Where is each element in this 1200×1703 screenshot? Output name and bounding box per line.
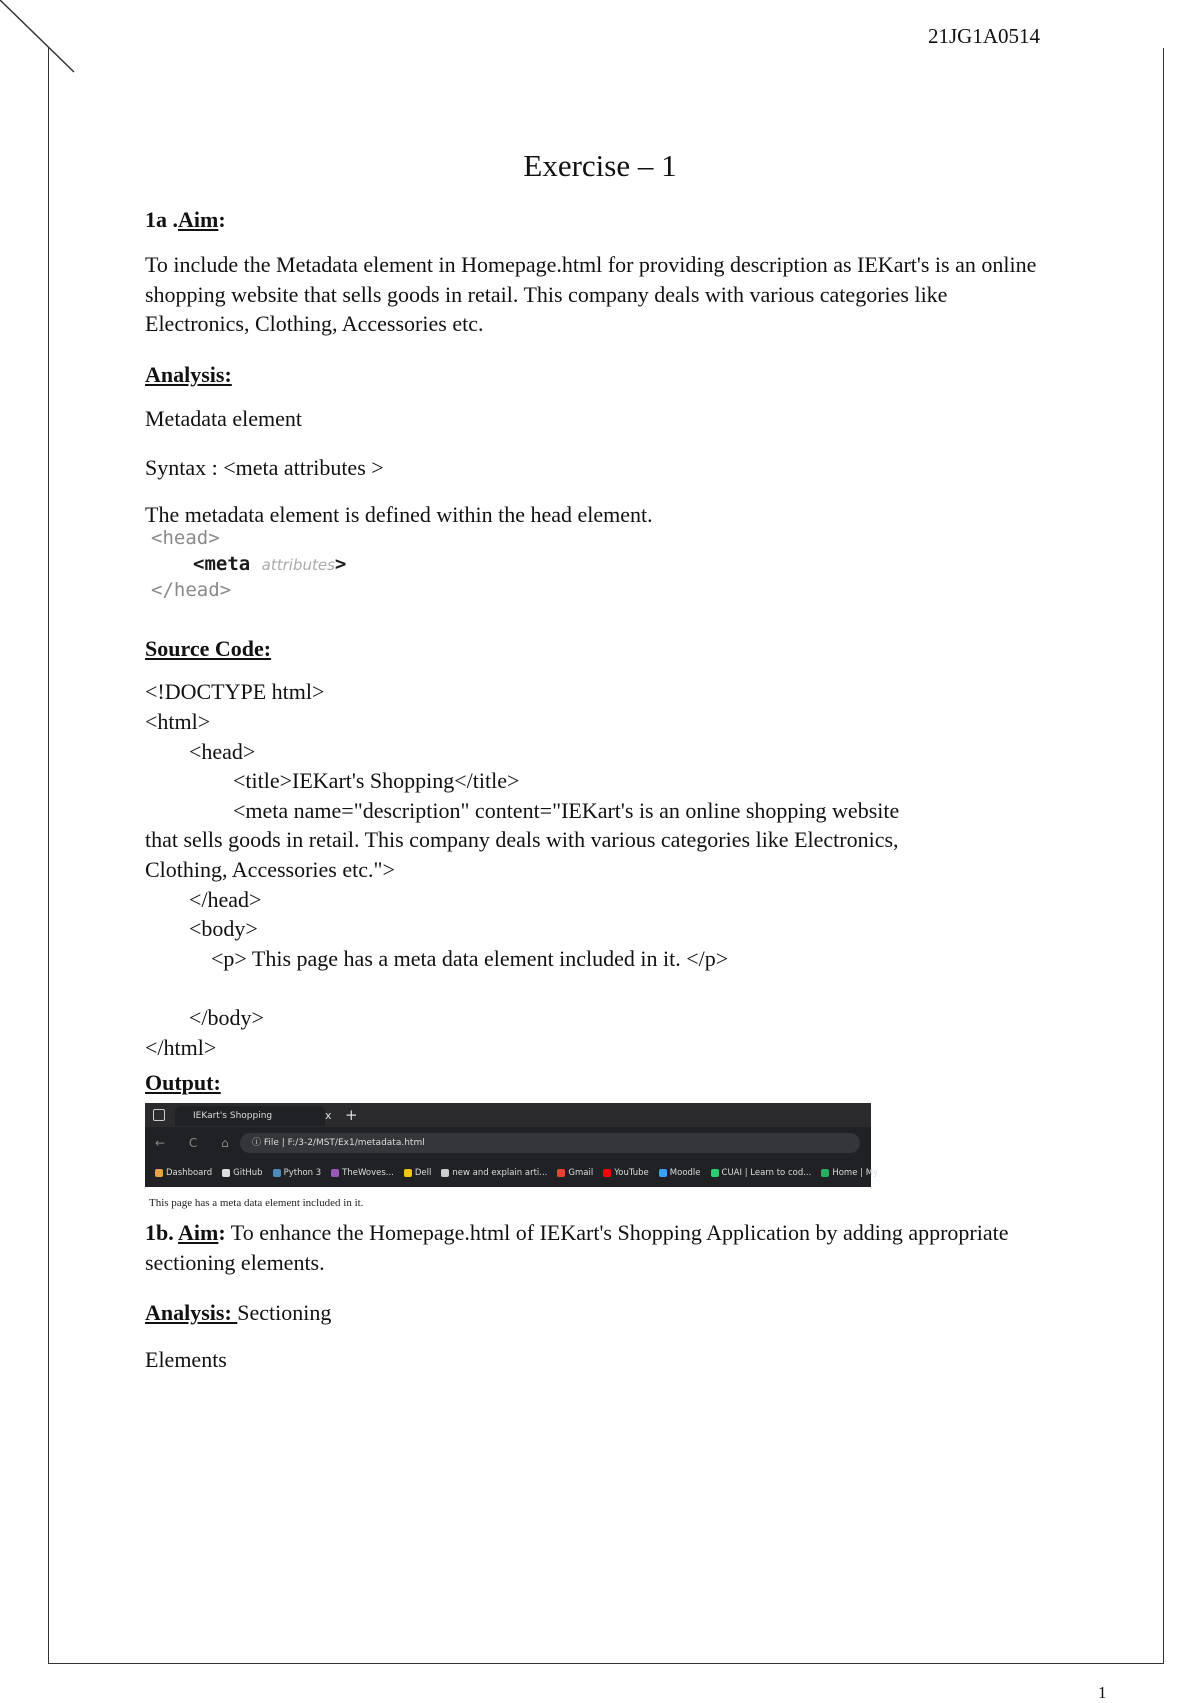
heading-1b-aim: Aim [178, 1220, 219, 1245]
bookmark-label: GitHub [233, 1168, 263, 1178]
figure-meta-line [193, 553, 346, 575]
source-line: Clothing, Accessories etc."> [145, 857, 395, 882]
heading-1a-colon: : [218, 207, 226, 232]
analysis-1b [145, 1298, 331, 1328]
page-number: 1 [1098, 1683, 1107, 1702]
bookmark-icon [222, 1169, 230, 1177]
bookmark-label: YouTube [614, 1168, 649, 1178]
figure-head-close: </head> [151, 579, 232, 601]
source-line: <meta name="description" content="IEKart's is an online shopping website [145, 798, 900, 823]
bookmark-item [404, 1161, 432, 1185]
bookmark-icon [659, 1169, 667, 1177]
bookmark-label: Gmail [568, 1168, 594, 1178]
aim-1b [145, 1218, 1050, 1277]
tab-close-icon: x [325, 1109, 332, 1122]
meta-syntax-figure [151, 527, 371, 607]
analysis-heading-1a: Analysis: [145, 362, 232, 387]
source-line: <body> [145, 916, 258, 941]
analysis-syntax: Syntax : <meta attributes > [145, 455, 384, 480]
browser-nav-icons: ← C ⌂ [155, 1136, 239, 1150]
bookmark-label: new and explain arti... [452, 1168, 548, 1178]
source-line: <p> This page has a meta data element included in it. </p> [145, 946, 729, 971]
bookmark-item [659, 1161, 701, 1185]
bookmark-item [711, 1161, 812, 1185]
bookmark-item [557, 1161, 593, 1185]
bookmark-label: TheWoves... [342, 1168, 394, 1178]
bookmark-icon [441, 1169, 449, 1177]
heading-1b-colon: : [218, 1220, 226, 1245]
source-line: <!DOCTYPE html> [145, 679, 325, 704]
analysis-1b-inline: Sectioning [237, 1300, 332, 1325]
bookmark-icon [557, 1169, 565, 1177]
bookmark-icon [603, 1169, 611, 1177]
source-line: <head> [145, 739, 256, 764]
aim-1a-text: To include the Metadata element in Homepage.html for providing description as IEKart's is an online shopping website that sells goods in retail. This company deals with various categories like Electronics, Clothing, Accessories etc. [145, 252, 1037, 336]
source-line: </html> [145, 1035, 217, 1060]
bookmark-label: Python 3 [283, 1168, 322, 1178]
bookmarks-bar [145, 1161, 879, 1185]
figure-meta-attr: attributes [261, 556, 335, 574]
heading-1a-aim: Aim [178, 207, 219, 232]
source-line: </head> [145, 887, 262, 912]
source-line: that sells goods in retail. This company deals with various categories like Electronics, [145, 827, 899, 852]
analysis-1b-elements: Elements [145, 1347, 227, 1372]
bookmark-label: Home | My [832, 1168, 879, 1178]
bookmark-label: Dashboard [166, 1168, 213, 1178]
new-tab-icon: + [345, 1106, 358, 1124]
source-line: </body> [145, 1005, 264, 1030]
page-title: Exercise – 1 [523, 148, 677, 183]
analysis-head-note: The metadata element is defined within the head element. [145, 502, 653, 527]
bookmark-label: Moodle [669, 1168, 701, 1178]
source-line: <title>IEKart's Shopping</title> [145, 768, 520, 793]
figure-meta-close: > [334, 553, 347, 575]
output-page-text: This page has a meta data element included in it. [149, 1197, 364, 1209]
browser-screenshot [145, 1103, 879, 1187]
bookmark-icon [273, 1169, 281, 1177]
bookmark-label: CUAI | Learn to cod... [721, 1168, 812, 1178]
bookmark-item [603, 1161, 649, 1185]
source-code-heading: Source Code: [145, 636, 272, 661]
source-line: <html> [145, 709, 211, 734]
window-menu-icon [153, 1109, 165, 1121]
analysis-heading-1b: Analysis: [145, 1300, 238, 1325]
bookmark-icon [711, 1169, 719, 1177]
bookmark-item [441, 1161, 547, 1185]
heading-1a-prefix: 1a . [145, 207, 178, 232]
aim-1b-text: To enhance the Homepage.html of IEKart's Shopping Application by adding appropriate sectioning elements. [145, 1220, 1009, 1275]
bookmark-label: Dell [414, 1168, 432, 1178]
bookmark-item [821, 1161, 878, 1185]
heading-1b-prefix: 1b. [145, 1220, 179, 1245]
bookmark-item [273, 1161, 322, 1185]
roll-number: 21JG1A0514 [928, 24, 1041, 48]
bookmark-icon [155, 1169, 163, 1177]
bookmark-item [155, 1161, 212, 1185]
heading-1a [145, 205, 226, 235]
output-heading: Output: [145, 1070, 221, 1095]
bookmark-icon [331, 1169, 339, 1177]
figure-meta-open: <meta [193, 553, 251, 575]
bookmark-item [222, 1161, 262, 1185]
bookmark-item [331, 1161, 394, 1185]
bookmark-icon [821, 1169, 829, 1177]
address-bar: ⓘ File | F:/3-2/MST/Ex1/metadata.html [240, 1133, 860, 1153]
figure-head-open: <head> [151, 527, 220, 549]
browser-tab: IEKart's Shopping [175, 1106, 325, 1126]
bookmark-icon [404, 1169, 412, 1177]
analysis-line-metadata: Metadata element [145, 406, 302, 431]
browser-tab-bar [145, 1103, 871, 1127]
